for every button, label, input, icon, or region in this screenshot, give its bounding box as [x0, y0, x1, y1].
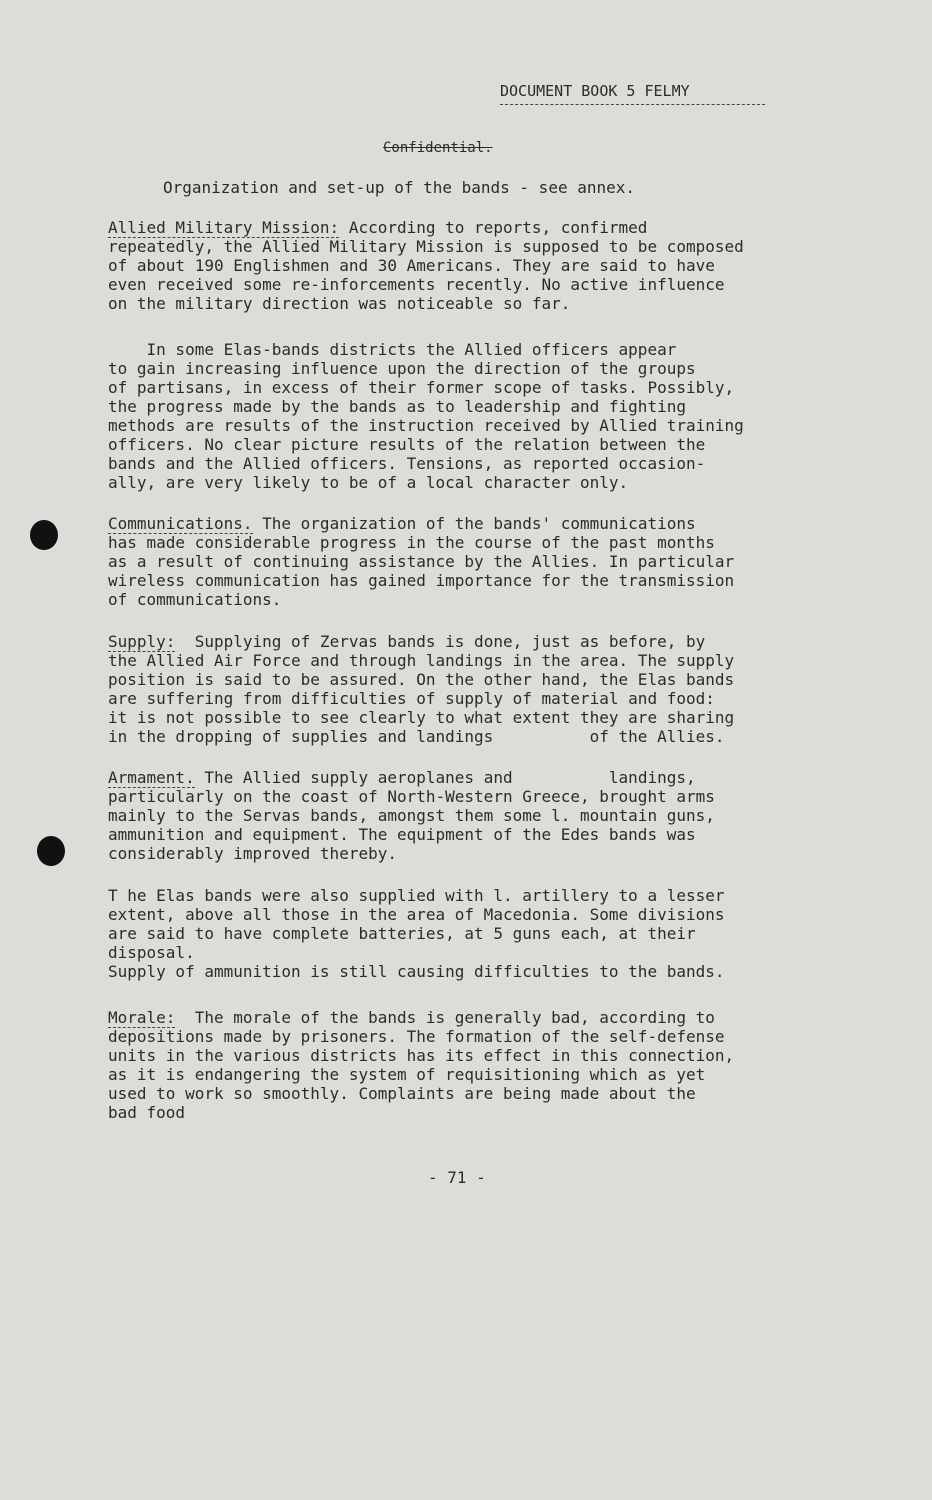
text-line: as a result of continuing assistance by the Allies. In particular	[108, 552, 735, 571]
text-line: used to work so smoothly. Complaints are being made about the	[108, 1084, 696, 1103]
section-heading: Allied Military Mission:	[108, 218, 340, 237]
document-reference: DOCUMENT BOOK 5 FELMY	[500, 82, 690, 100]
text-line: the progress made by the bands as to leadership and fighting	[108, 397, 686, 416]
text-line: to gain increasing influence upon the direction of the groups	[108, 359, 696, 378]
text-line: depositions made by prisoners. The formation of the self-defense	[108, 1027, 725, 1046]
text-line: of communications.	[108, 590, 282, 609]
section-heading: Communications.	[108, 514, 253, 533]
text-line: units in the various districts has its effect in this connection,	[108, 1046, 735, 1065]
text-line: the Allied Air Force and through landings in the area. The supply	[108, 651, 735, 670]
text-line: as it is endangering the system of requisitioning which as yet	[108, 1065, 706, 1084]
section-communications	[108, 514, 878, 609]
text-line: methods are results of the instruction received by Allied training	[108, 416, 744, 435]
text-line: on the military direction was noticeable so far.	[108, 294, 571, 313]
text-line: ally, are very likely to be of a local character only.	[108, 473, 629, 492]
text-line: The Allied supply aeroplanes and landings,	[194, 768, 696, 787]
text-line: The organization of the bands' communications	[252, 514, 696, 533]
text-line: in the dropping of supplies and landings of the Allies.	[108, 727, 725, 746]
text-line: Supplying of Zervas bands is done, just as before, by	[175, 632, 706, 651]
section-heading: Morale:	[108, 1008, 176, 1027]
text-line: According to reports, confirmed	[339, 218, 648, 237]
section-supply	[108, 632, 878, 746]
section-elas-officers	[108, 340, 878, 492]
section-morale	[108, 1008, 878, 1122]
section-elas-artillery	[108, 886, 878, 981]
text-line: disposal.	[108, 943, 195, 962]
text-line: of about 190 Englishmen and 30 Americans. They are said to have	[108, 256, 715, 275]
section-allied-mission	[108, 218, 878, 313]
text-line: position is said to be assured. On the other hand, the Elas bands	[108, 670, 735, 689]
text-line: of partisans, in excess of their former scope of tasks. Possibly,	[108, 378, 735, 397]
intro-line: Organization and set-up of the bands - see annex.	[163, 178, 636, 197]
text-line: extent, above all those in the area of Macedonia. Some divisions	[108, 905, 725, 924]
section-heading: Armament.	[108, 768, 195, 787]
text-line: it is not possible to see clearly to what extent they are sharing	[108, 708, 735, 727]
text-line: Supply of ammunition is still causing difficulties to the bands.	[108, 962, 725, 981]
text-line: repeatedly, the Allied Military Mission is supposed to be composed	[108, 237, 744, 256]
punch-hole	[37, 836, 65, 866]
text-line: considerably improved thereby.	[108, 844, 397, 863]
text-line: are suffering from difficulties of supply of material and food:	[108, 689, 715, 708]
punch-hole	[30, 520, 58, 550]
text-line: are said to have complete batteries, at 5 guns each, at their	[108, 924, 696, 943]
confidential-label: Confidential.	[383, 140, 493, 156]
section-heading: Supply:	[108, 632, 176, 651]
page-number: - 71 -	[428, 1168, 486, 1187]
text-line: In some Elas-bands districts the Allied officers appear	[108, 340, 677, 359]
text-line: bands and the Allied officers. Tensions, as reported occasion-	[108, 454, 706, 473]
text-line: particularly on the coast of North-Western Greece, brought arms	[108, 787, 715, 806]
section-armament	[108, 768, 878, 863]
header-rule	[500, 104, 765, 105]
text-line: has made considerable progress in the course of the past months	[108, 533, 715, 552]
text-line: ammunition and equipment. The equipment of the Edes bands was	[108, 825, 696, 844]
text-line: The morale of the bands is generally bad, according to	[175, 1008, 715, 1027]
text-line: wireless communication has gained importance for the transmission	[108, 571, 735, 590]
text-line: T he Elas bands were also supplied with l. artillery to a lesser	[108, 886, 725, 905]
text-line: mainly to the Servas bands, amongst them some l. mountain guns,	[108, 806, 715, 825]
text-line: bad food	[108, 1103, 186, 1122]
text-line: even received some re-inforcements recently. No active influence	[108, 275, 725, 294]
text-line: officers. No clear picture results of the relation between the	[108, 435, 706, 454]
